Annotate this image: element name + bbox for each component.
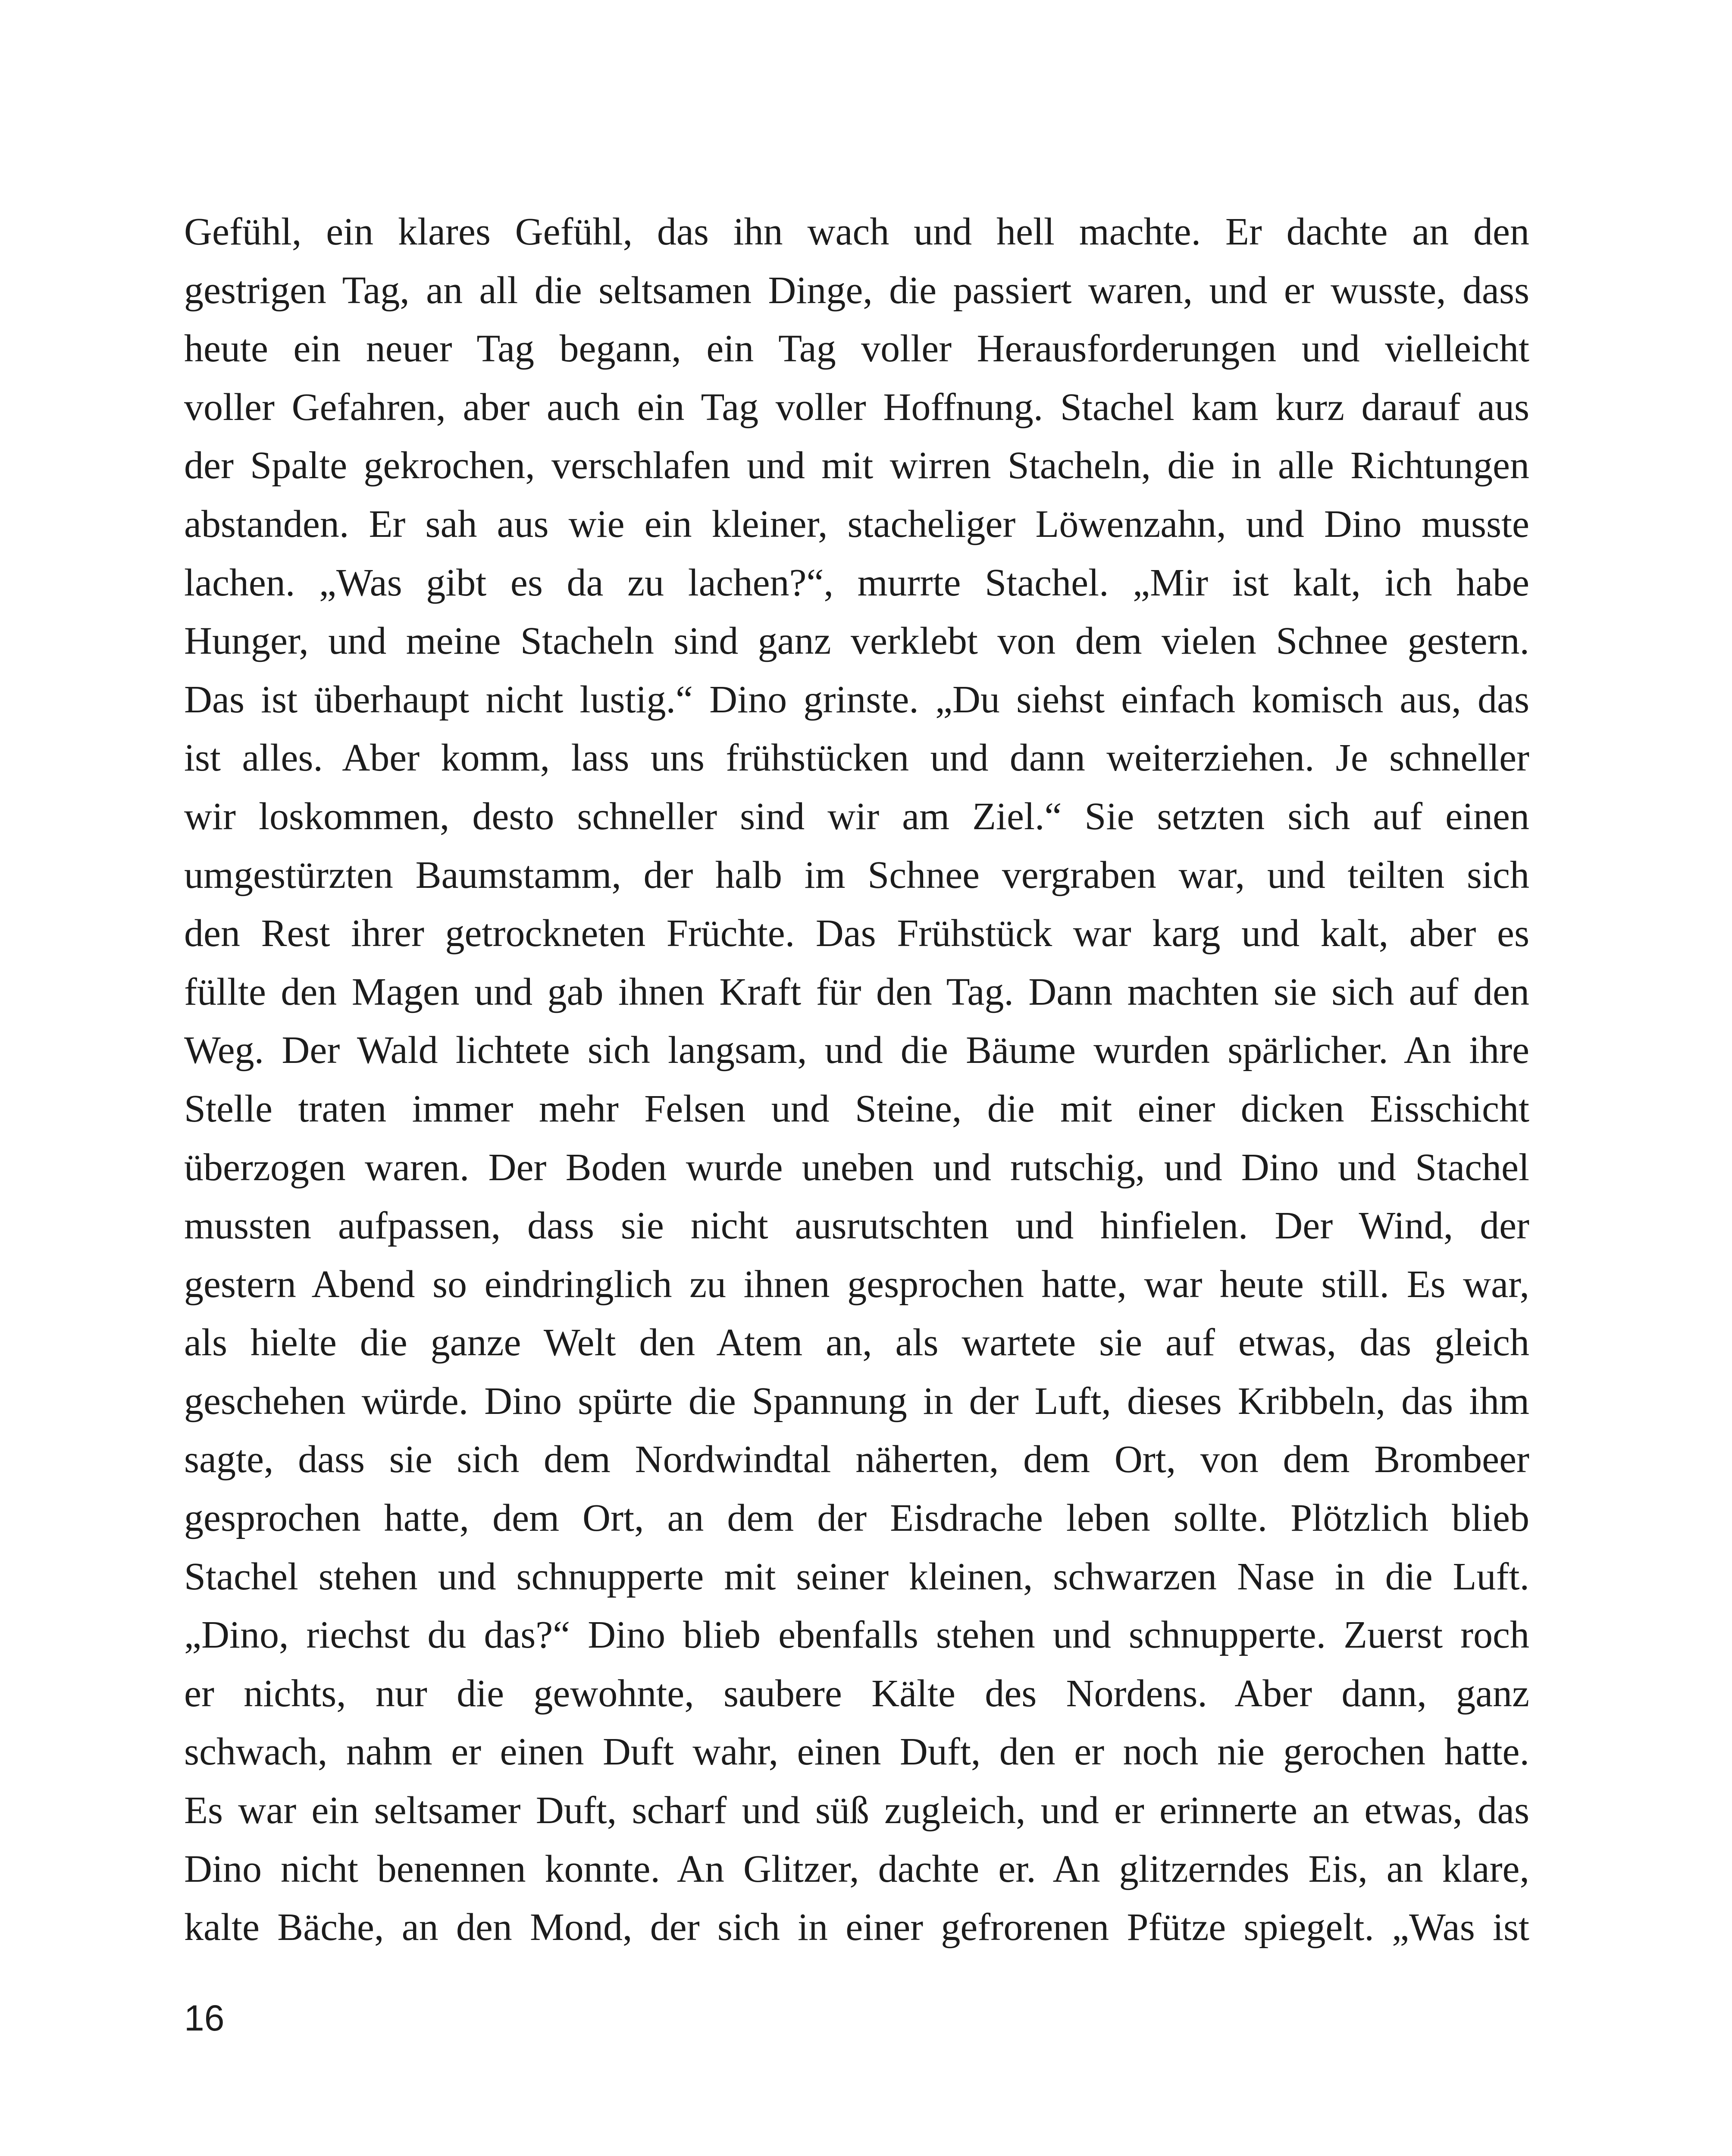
text-line: Hunger, und meine Stacheln sind ganz verklebt von dem vielen Schnee gestern. <box>184 620 1529 663</box>
text-line: er nichts, nur die gewohnte, saubere Kälte des Nordens. Aber dann, ganz <box>184 1672 1529 1715</box>
text-line: Stachel stehen und schnupperte mit seiner kleinen, schwarzen Nase in die Luft. <box>184 1555 1529 1598</box>
text-line: ist alles. Aber komm, lass uns frühstücken und dann weiterziehen. Je schneller <box>184 736 1529 780</box>
text-line: kalte Bäche, an den Mond, der sich in einer gefrorenen Pfütze spiegelt. „Was ist <box>184 1906 1529 1949</box>
text-line: Gefühl, ein klares Gefühl, das ihn wach und hell machte. Er dachte an den <box>184 210 1529 253</box>
text-line: Es war ein seltsamer Duft, scharf und süß zugleich, und er erinnerte an etwas, das <box>184 1789 1529 1832</box>
text-line: lachen. „Was gibt es da zu lachen?“, murrte Stachel. „Mir ist kalt, ich habe <box>184 561 1529 604</box>
text-line: „Dino, riechst du das?“ Dino blieb ebenfalls stehen und schnupperte. Zuerst roch <box>184 1614 1529 1657</box>
text-line: überzogen waren. Der Boden wurde uneben und rutschig, und Dino und Stachel <box>184 1146 1529 1189</box>
text-line: gestrigen Tag, an all die seltsamen Dinge, die passiert waren, und er wusste, dass <box>184 269 1529 312</box>
text-line: Das ist überhaupt nicht lustig.“ Dino grinste. „Du siehst einfach komisch aus, das <box>184 678 1529 721</box>
text-line: sagte, dass sie sich dem Nordwindtal näherten, dem Ort, von dem Brombeer <box>184 1438 1529 1481</box>
text-line: mussten aufpassen, dass sie nicht ausrutschten und hinfielen. Der Wind, der <box>184 1204 1529 1247</box>
body-text <box>184 203 1529 1957</box>
text-line: schwach, nahm er einen Duft wahr, einen Duft, den er noch nie gerochen hatte. <box>184 1730 1529 1774</box>
text-line: gestern Abend so eindringlich zu ihnen gesprochen hatte, war heute still. Es war, <box>184 1263 1529 1306</box>
text-line: voller Gefahren, aber auch ein Tag voller Hoffnung. Stachel kam kurz darauf aus <box>184 385 1529 429</box>
text-line: geschehen würde. Dino spürte die Spannung in der Luft, dieses Kribbeln, das ihm <box>184 1379 1529 1423</box>
text-line: wir loskommen, desto schneller sind wir am Ziel.“ Sie setzten sich auf einen <box>184 795 1529 838</box>
text-line: Stelle traten immer mehr Felsen und Steine, die mit einer dicken Eisschicht <box>184 1087 1529 1130</box>
text-line: den Rest ihrer getrockneten Früchte. Das Frühstück war karg und kalt, aber es <box>184 912 1529 955</box>
text-line: der Spalte gekrochen, verschlafen und mit wirren Stacheln, die in alle Richtungen <box>184 444 1529 487</box>
text-line: umgestürzten Baumstamm, der halb im Schnee vergraben war, und teilten sich <box>184 853 1529 896</box>
text-line: füllte den Magen und gab ihnen Kraft für den Tag. Dann machten sie sich auf den <box>184 970 1529 1013</box>
text-line: gesprochen hatte, dem Ort, an dem der Eisdrache leben sollte. Plötzlich blieb <box>184 1497 1529 1540</box>
text-line: abstanden. Er sah aus wie ein kleiner, stacheliger Löwenzahn, und Dino musste <box>184 502 1529 545</box>
text-line: heute ein neuer Tag begann, ein Tag voller Herausforderungen und vielleicht <box>184 327 1529 370</box>
text-line: als hielte die ganze Welt den Atem an, als wartete sie auf etwas, das gleich <box>184 1321 1529 1364</box>
text-line: Dino nicht benennen konnte. An Glitzer, dachte er. An glitzerndes Eis, an klare, <box>184 1847 1529 1890</box>
page-number: 16 <box>184 1998 225 2038</box>
text-line: Weg. Der Wald lichtete sich langsam, und die Bäume wurden spärlicher. An ihre <box>184 1029 1529 1072</box>
